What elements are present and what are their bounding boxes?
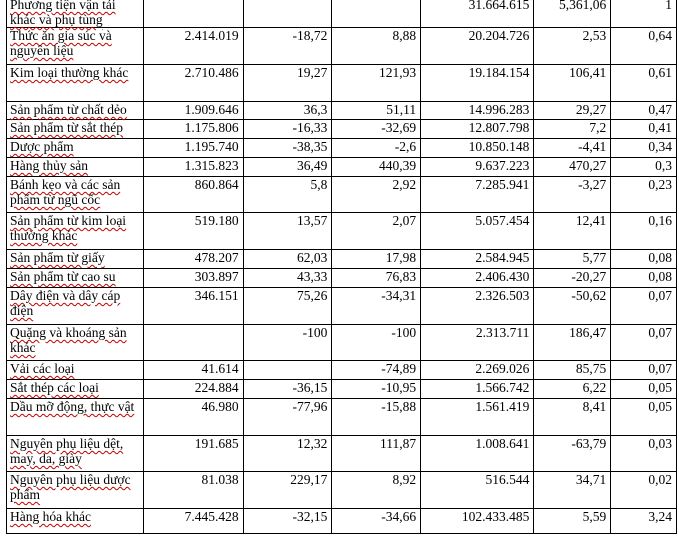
value-text: -77,96 bbox=[292, 399, 328, 414]
value-cell-3 bbox=[332, 361, 421, 380]
item-name-text: Sản phẩm từ kim loại thường khác bbox=[10, 213, 127, 243]
value-cell-1 bbox=[144, 399, 243, 436]
value-cell-4 bbox=[421, 65, 534, 102]
value-cell-2 bbox=[243, 361, 332, 380]
value-text: 14.996.283 bbox=[468, 102, 530, 117]
value-cell-1 bbox=[144, 28, 243, 65]
value-cell-5 bbox=[534, 509, 611, 534]
value-cell-2 bbox=[243, 102, 332, 120]
value-text: 470,27 bbox=[569, 158, 607, 173]
value-cell-4 bbox=[421, 380, 534, 399]
value-cell-3 bbox=[332, 177, 421, 213]
value-text: 1.566.742 bbox=[475, 380, 530, 395]
value-text: 0,03 bbox=[648, 436, 672, 451]
item-name-text: Hàng hóa khác bbox=[10, 509, 91, 524]
item-name-text: Thức ăn gia súc và nguyên liệu bbox=[10, 28, 112, 58]
value-cell-2 bbox=[243, 158, 332, 177]
value-text: 1.008.641 bbox=[475, 436, 530, 451]
value-cell-2 bbox=[243, 399, 332, 436]
table-row bbox=[7, 250, 677, 269]
value-text: 12.807.798 bbox=[468, 120, 530, 135]
table-row bbox=[7, 288, 677, 325]
value-cell-2 bbox=[243, 28, 332, 65]
table-body bbox=[7, 0, 677, 534]
value-text: 2.710.486 bbox=[184, 65, 239, 80]
value-cell-3 bbox=[332, 472, 421, 509]
value-text: 7,2 bbox=[589, 120, 607, 135]
value-text: 191.685 bbox=[194, 436, 239, 451]
value-text: -34,66 bbox=[381, 509, 417, 524]
item-name-cell bbox=[7, 288, 144, 325]
value-text: -63,79 bbox=[571, 436, 607, 451]
value-text: 0,34 bbox=[648, 139, 672, 154]
value-cell-5 bbox=[534, 139, 611, 158]
value-text: 19.184.154 bbox=[468, 65, 530, 80]
table-row bbox=[7, 472, 677, 509]
item-name-text: Phương tiện vận tải khác và phụ tùng bbox=[10, 0, 116, 27]
value-text: 5,59 bbox=[582, 509, 607, 524]
value-cell-3 bbox=[332, 65, 421, 102]
value-cell-4 bbox=[421, 472, 534, 509]
value-cell-4 bbox=[421, 288, 534, 325]
value-cell-3 bbox=[332, 509, 421, 534]
table-row bbox=[7, 213, 677, 250]
value-cell-2 bbox=[243, 177, 332, 213]
value-cell-4 bbox=[421, 269, 534, 288]
value-text: 106,41 bbox=[569, 65, 607, 80]
item-name-text: Kim loại thường khác bbox=[10, 65, 129, 80]
value-cell-3 bbox=[332, 399, 421, 436]
value-cell-1 bbox=[144, 288, 243, 325]
value-text: -50,62 bbox=[571, 288, 607, 303]
value-cell-4 bbox=[421, 0, 534, 28]
item-name-cell bbox=[7, 472, 144, 509]
value-text: 860.864 bbox=[194, 177, 239, 192]
value-text: 0,08 bbox=[648, 269, 672, 284]
value-text: 13,57 bbox=[296, 213, 328, 228]
value-text: 0,64 bbox=[648, 28, 672, 43]
value-text: 46.980 bbox=[201, 399, 239, 414]
item-name-text: Bánh kẹo và các sản phẩm từ ngũ cốc bbox=[10, 177, 121, 207]
value-cell-4 bbox=[421, 399, 534, 436]
value-cell-3 bbox=[332, 250, 421, 269]
value-text: 76,83 bbox=[385, 269, 417, 284]
item-name-cell bbox=[7, 158, 144, 177]
value-cell-2 bbox=[243, 65, 332, 102]
table-row bbox=[7, 399, 677, 436]
value-text: 224.884 bbox=[194, 380, 239, 395]
value-text: 2.584.945 bbox=[475, 250, 530, 265]
value-cell-3 bbox=[332, 139, 421, 158]
item-name-cell bbox=[7, 399, 144, 436]
value-text: 2,92 bbox=[392, 177, 417, 192]
value-cell-2 bbox=[243, 325, 332, 361]
import-statistics-table bbox=[6, 0, 677, 534]
value-cell-1 bbox=[144, 177, 243, 213]
value-text: 12,32 bbox=[296, 436, 328, 451]
value-cell-3 bbox=[332, 0, 421, 28]
value-cell-5 bbox=[534, 177, 611, 213]
value-cell-6 bbox=[611, 250, 677, 269]
value-text: 85,75 bbox=[575, 361, 607, 376]
table-row bbox=[7, 436, 677, 472]
item-name-text: Sản phẩm từ cao su bbox=[10, 269, 116, 284]
item-name-text: Dầu mỡ động, thực vật bbox=[10, 399, 135, 414]
value-text: -32,69 bbox=[381, 120, 417, 135]
item-name-cell bbox=[7, 102, 144, 120]
value-text: 8,88 bbox=[392, 28, 417, 43]
value-cell-2 bbox=[243, 269, 332, 288]
value-cell-5 bbox=[534, 250, 611, 269]
value-text: -100 bbox=[302, 325, 328, 340]
value-text: -15,88 bbox=[381, 399, 417, 414]
item-name-text: Dây điện và dây cáp điện bbox=[10, 288, 121, 318]
value-text: 0,02 bbox=[648, 472, 672, 487]
value-text: 20.204.726 bbox=[468, 28, 530, 43]
value-cell-1 bbox=[144, 509, 243, 534]
value-cell-6 bbox=[611, 213, 677, 250]
item-name-cell bbox=[7, 213, 144, 250]
value-cell-3 bbox=[332, 380, 421, 399]
value-cell-4 bbox=[421, 177, 534, 213]
value-text: 1.175.806 bbox=[184, 120, 239, 135]
value-text: 29,27 bbox=[575, 102, 607, 117]
item-name-cell bbox=[7, 325, 144, 361]
value-cell-6 bbox=[611, 102, 677, 120]
value-cell-5 bbox=[534, 399, 611, 436]
value-cell-1 bbox=[144, 472, 243, 509]
value-text: 0,47 bbox=[648, 102, 672, 117]
item-name-text: Nguyên phụ liệu dược phẩm bbox=[10, 472, 131, 502]
value-cell-5 bbox=[534, 472, 611, 509]
value-text: 7.285.941 bbox=[475, 177, 530, 192]
value-cell-1 bbox=[144, 436, 243, 472]
value-text: 3,24 bbox=[648, 509, 672, 524]
value-cell-6 bbox=[611, 0, 677, 28]
value-cell-1 bbox=[144, 139, 243, 158]
value-cell-3 bbox=[332, 102, 421, 120]
value-text: 2.326.503 bbox=[475, 288, 530, 303]
value-cell-6 bbox=[611, 380, 677, 399]
value-text: 121,93 bbox=[378, 65, 417, 80]
value-cell-3 bbox=[332, 436, 421, 472]
value-text: -100 bbox=[391, 325, 417, 340]
value-text: 7.445.428 bbox=[184, 509, 239, 524]
value-cell-2 bbox=[243, 213, 332, 250]
value-text: 43,33 bbox=[296, 269, 328, 284]
value-cell-2 bbox=[243, 139, 332, 158]
value-text: 0,61 bbox=[648, 65, 672, 80]
value-cell-6 bbox=[611, 325, 677, 361]
value-text: 0,07 bbox=[648, 325, 672, 340]
value-cell-5 bbox=[534, 325, 611, 361]
value-text: 5,77 bbox=[582, 250, 607, 265]
value-cell-5 bbox=[534, 120, 611, 139]
item-name-cell bbox=[7, 250, 144, 269]
value-text: 0,07 bbox=[648, 361, 672, 376]
table-row bbox=[7, 361, 677, 380]
value-text: 5,8 bbox=[310, 177, 328, 192]
value-cell-1 bbox=[144, 250, 243, 269]
value-cell-6 bbox=[611, 472, 677, 509]
value-cell-5 bbox=[534, 269, 611, 288]
value-text: 1.195.740 bbox=[184, 139, 239, 154]
item-name-cell bbox=[7, 28, 144, 65]
value-text: 0,23 bbox=[648, 177, 672, 192]
value-text: 17,98 bbox=[385, 250, 417, 265]
value-cell-3 bbox=[332, 120, 421, 139]
value-cell-4 bbox=[421, 361, 534, 380]
value-cell-2 bbox=[243, 509, 332, 534]
table-row bbox=[7, 65, 677, 102]
value-cell-6 bbox=[611, 509, 677, 534]
value-text: 229,17 bbox=[290, 472, 328, 487]
value-text: 31.664.615 bbox=[468, 0, 530, 12]
item-name-cell bbox=[7, 436, 144, 472]
value-cell-6 bbox=[611, 288, 677, 325]
item-name-cell bbox=[7, 65, 144, 102]
value-text: 1.561.419 bbox=[475, 399, 530, 414]
table-row bbox=[7, 177, 677, 213]
value-cell-6 bbox=[611, 399, 677, 436]
value-cell-5 bbox=[534, 65, 611, 102]
table-row bbox=[7, 102, 677, 120]
value-cell-5 bbox=[534, 361, 611, 380]
value-cell-3 bbox=[332, 269, 421, 288]
item-name-text: Sản phẩm từ giấy bbox=[10, 250, 105, 265]
item-name-cell bbox=[7, 177, 144, 213]
value-text: 36,49 bbox=[296, 158, 328, 173]
value-cell-4 bbox=[421, 436, 534, 472]
item-name-cell bbox=[7, 120, 144, 139]
value-text: 2.406.430 bbox=[475, 269, 530, 284]
value-cell-4 bbox=[421, 28, 534, 65]
value-cell-4 bbox=[421, 139, 534, 158]
value-cell-4 bbox=[421, 509, 534, 534]
value-text: 516.544 bbox=[485, 472, 530, 487]
value-text: -2,6 bbox=[394, 139, 417, 154]
item-name-text: Nguyên phụ liệu dệt, may, da, giày bbox=[10, 436, 124, 466]
value-cell-1 bbox=[144, 269, 243, 288]
table-row bbox=[7, 158, 677, 177]
value-text: 346.151 bbox=[194, 288, 239, 303]
value-cell-2 bbox=[243, 472, 332, 509]
value-text: 440,39 bbox=[378, 158, 417, 173]
value-cell-3 bbox=[332, 288, 421, 325]
value-cell-4 bbox=[421, 325, 534, 361]
value-text: 9.637.223 bbox=[475, 158, 530, 173]
item-name-text: Sản phẩm từ chất dẻo bbox=[10, 102, 127, 117]
value-cell-2 bbox=[243, 120, 332, 139]
value-cell-2 bbox=[243, 380, 332, 399]
value-text: -36,15 bbox=[292, 380, 328, 395]
value-text: 0,05 bbox=[648, 399, 672, 414]
value-text: 111,87 bbox=[379, 436, 417, 451]
value-text: 478.207 bbox=[194, 250, 239, 265]
table-row bbox=[7, 269, 677, 288]
item-name-text: Vải các loại bbox=[10, 361, 75, 376]
value-cell-4 bbox=[421, 250, 534, 269]
item-name-text: Sản phẩm từ sắt thép bbox=[10, 120, 124, 135]
value-text: 51,11 bbox=[386, 102, 417, 117]
value-text: 0,3 bbox=[655, 158, 672, 173]
value-cell-6 bbox=[611, 436, 677, 472]
value-text: 75,26 bbox=[296, 288, 328, 303]
item-name-text: Quặng và khoáng sản khác bbox=[10, 325, 127, 355]
table-row bbox=[7, 120, 677, 139]
value-text: -16,33 bbox=[292, 120, 328, 135]
value-text: -10,95 bbox=[381, 380, 417, 395]
value-cell-6 bbox=[611, 361, 677, 380]
value-cell-1 bbox=[144, 0, 243, 28]
value-cell-6 bbox=[611, 177, 677, 213]
item-name-text: Hàng thủy sản bbox=[10, 158, 88, 173]
value-text: -38,35 bbox=[292, 139, 328, 154]
value-text: 1 bbox=[665, 0, 672, 12]
table-row bbox=[7, 380, 677, 399]
value-text: 6,22 bbox=[582, 380, 607, 395]
item-name-cell bbox=[7, 380, 144, 399]
value-cell-4 bbox=[421, 102, 534, 120]
value-text: 0,08 bbox=[648, 250, 672, 265]
value-text: 519.180 bbox=[194, 213, 239, 228]
value-cell-4 bbox=[421, 120, 534, 139]
value-cell-6 bbox=[611, 139, 677, 158]
value-text: 2.414.019 bbox=[184, 28, 239, 43]
value-text: 10.850.148 bbox=[468, 139, 530, 154]
value-cell-2 bbox=[243, 0, 332, 28]
value-cell-3 bbox=[332, 158, 421, 177]
value-cell-2 bbox=[243, 250, 332, 269]
value-text: -20,27 bbox=[571, 269, 607, 284]
table-row bbox=[7, 325, 677, 361]
value-text: 19,27 bbox=[296, 65, 328, 80]
item-name-text: Sắt thép các loại bbox=[10, 380, 99, 395]
value-cell-1 bbox=[144, 158, 243, 177]
value-cell-5 bbox=[534, 288, 611, 325]
value-cell-6 bbox=[611, 65, 677, 102]
value-cell-1 bbox=[144, 325, 243, 361]
value-text: -32,15 bbox=[292, 509, 328, 524]
value-cell-1 bbox=[144, 102, 243, 120]
value-cell-5 bbox=[534, 0, 611, 28]
item-name-cell bbox=[7, 361, 144, 380]
value-cell-1 bbox=[144, 361, 243, 380]
value-text: 0,07 bbox=[648, 288, 672, 303]
value-text: 8,92 bbox=[392, 472, 417, 487]
item-name-cell bbox=[7, 139, 144, 158]
value-cell-5 bbox=[534, 102, 611, 120]
value-cell-3 bbox=[332, 28, 421, 65]
value-text: -74,89 bbox=[381, 361, 417, 376]
value-text: 1.315.823 bbox=[184, 158, 239, 173]
value-cell-5 bbox=[534, 436, 611, 472]
value-cell-6 bbox=[611, 28, 677, 65]
value-cell-3 bbox=[332, 325, 421, 361]
value-text: 8,41 bbox=[582, 399, 607, 414]
value-text: 303.897 bbox=[194, 269, 239, 284]
value-cell-3 bbox=[332, 213, 421, 250]
value-text: 36,3 bbox=[303, 102, 328, 117]
value-cell-6 bbox=[611, 120, 677, 139]
value-text: 81.038 bbox=[201, 472, 239, 487]
value-text: 2,07 bbox=[392, 213, 417, 228]
value-cell-4 bbox=[421, 158, 534, 177]
value-text: 0,05 bbox=[648, 380, 672, 395]
value-cell-4 bbox=[421, 213, 534, 250]
table-row bbox=[7, 139, 677, 158]
value-cell-5 bbox=[534, 28, 611, 65]
value-text: 2.269.026 bbox=[475, 361, 530, 376]
value-text: 102.433.485 bbox=[461, 509, 530, 524]
value-cell-5 bbox=[534, 158, 611, 177]
value-cell-1 bbox=[144, 120, 243, 139]
value-text: 41.614 bbox=[201, 361, 239, 376]
value-text: -18,72 bbox=[292, 28, 328, 43]
item-name-cell bbox=[7, 0, 144, 28]
value-text: 0,41 bbox=[648, 120, 672, 135]
value-text: 34,71 bbox=[575, 472, 607, 487]
value-text: 0,16 bbox=[648, 213, 672, 228]
value-cell-2 bbox=[243, 288, 332, 325]
value-cell-1 bbox=[144, 65, 243, 102]
value-text: 62,03 bbox=[296, 250, 328, 265]
value-cell-5 bbox=[534, 213, 611, 250]
value-cell-6 bbox=[611, 158, 677, 177]
item-name-cell bbox=[7, 269, 144, 288]
value-text: 5.057.454 bbox=[475, 213, 530, 228]
value-cell-2 bbox=[243, 436, 332, 472]
value-text: -3,27 bbox=[578, 177, 607, 192]
value-text: 2,53 bbox=[582, 28, 607, 43]
table-row bbox=[7, 509, 677, 534]
value-text: -4,41 bbox=[578, 139, 607, 154]
value-cell-6 bbox=[611, 269, 677, 288]
value-text: -34,31 bbox=[381, 288, 417, 303]
table-row bbox=[7, 28, 677, 65]
item-name-text: Dược phẩm bbox=[10, 139, 74, 154]
value-cell-1 bbox=[144, 213, 243, 250]
value-text: 5,361,06 bbox=[559, 0, 607, 12]
value-text: 12,41 bbox=[575, 213, 607, 228]
value-text: 2.313.711 bbox=[475, 325, 530, 340]
value-cell-1 bbox=[144, 380, 243, 399]
value-cell-5 bbox=[534, 380, 611, 399]
value-text: 186,47 bbox=[569, 325, 607, 340]
table-row bbox=[7, 0, 677, 28]
item-name-cell bbox=[7, 509, 144, 534]
value-text: 1.909.646 bbox=[184, 102, 239, 117]
